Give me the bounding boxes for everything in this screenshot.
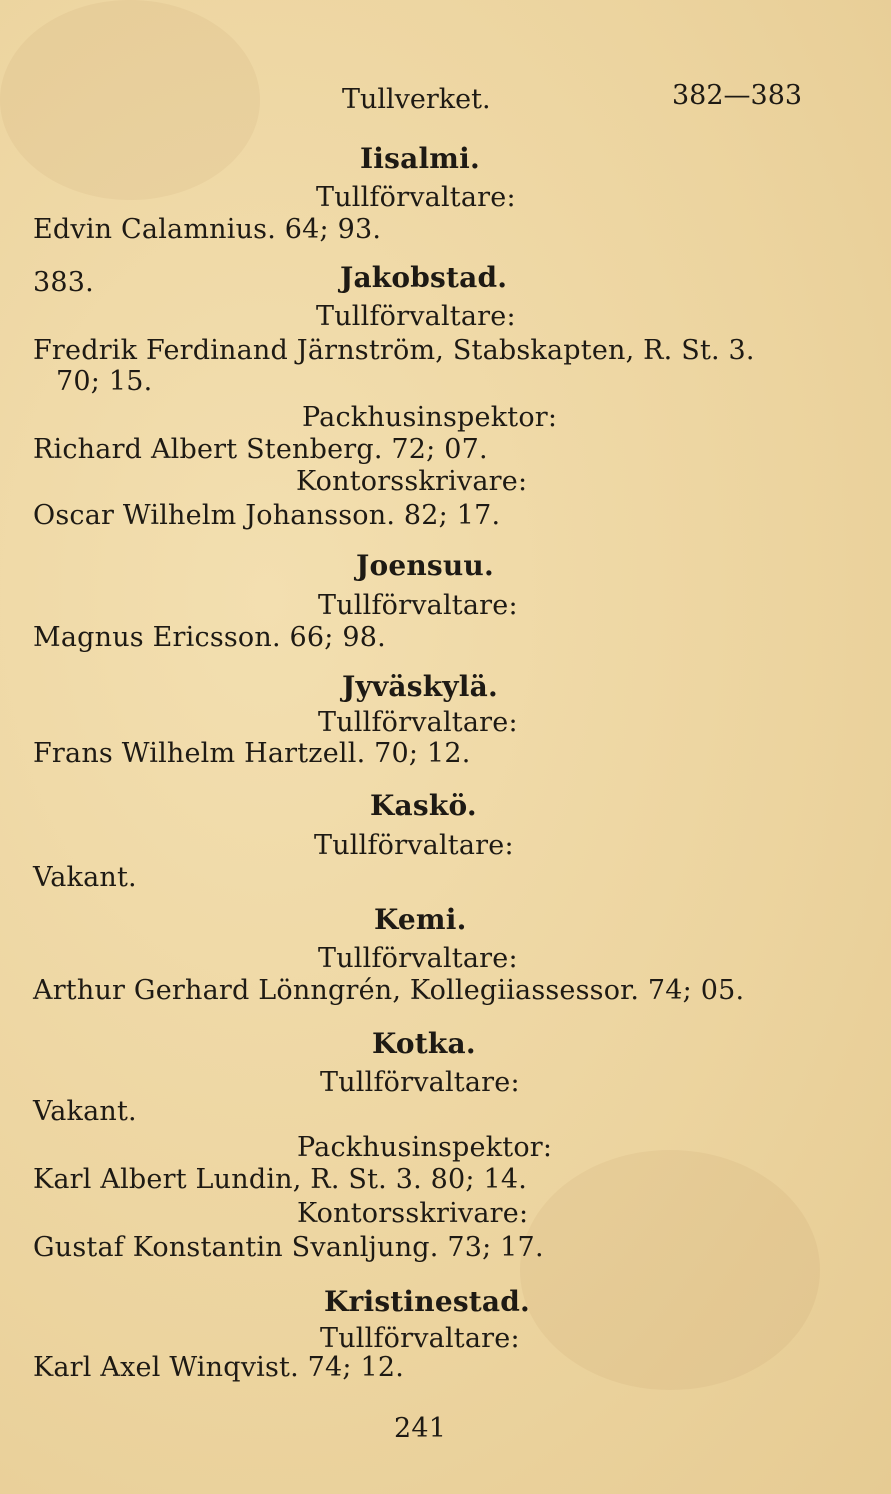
entry-line: Oscar Wilhelm Johansson. 82; 17. — [33, 500, 501, 531]
page-number: 241 — [394, 1413, 447, 1444]
role-title: Tullförvaltare: — [318, 707, 518, 738]
place-heading-kasko: Kaskö. — [370, 789, 477, 822]
entry-line: Arthur Gerhard Lönngrén, Kollegiiassessor. 74; 05. — [33, 975, 745, 1006]
entry-line: Vakant. — [33, 1096, 137, 1127]
place-heading-kristinestad: Kristinestad. — [324, 1285, 530, 1318]
entry-line: Frans Wilhelm Hartzell. 70; 12. — [33, 738, 471, 769]
place-heading-jakobstad: Jakobstad. — [340, 261, 508, 294]
role-title: Kontorsskrivare: — [297, 1198, 529, 1229]
entry-line: Magnus Ericsson. 66; 98. — [33, 622, 386, 653]
entry-line: Fredrik Ferdinand Järnström, Stabskapten, R. St. 3. — [33, 335, 755, 366]
role-title: Tullförvaltare: — [318, 943, 518, 974]
place-heading-joensuu: Joensuu. — [356, 549, 494, 582]
place-heading-kemi: Kemi. — [374, 903, 467, 936]
role-title: Tullförvaltare: — [318, 590, 518, 621]
role-title: Tullförvaltare: — [316, 182, 516, 213]
page-range: 382—383 — [672, 80, 803, 111]
entry-line: 70; 15. — [56, 366, 153, 397]
role-title: Tullförvaltare: — [320, 1067, 520, 1098]
margin-note: 383. — [33, 267, 94, 298]
role-title: Tullförvaltare: — [320, 1323, 520, 1354]
role-title: Kontorsskrivare: — [296, 466, 528, 497]
running-title: Tullverket. — [342, 84, 491, 115]
place-heading-iisalmi: Iisalmi. — [360, 142, 480, 175]
entry-line: Richard Albert Stenberg. 72; 07. — [33, 434, 488, 465]
place-heading-kotka: Kotka. — [372, 1027, 476, 1060]
role-title: Packhusinspektor: — [302, 402, 558, 433]
place-heading-jyvaskyla: Jyväskylä. — [342, 670, 498, 703]
entry-line: Gustaf Konstantin Svanljung. 73; 17. — [33, 1232, 544, 1263]
entry-line: Vakant. — [33, 862, 137, 893]
role-title: Packhusinspektor: — [297, 1132, 553, 1163]
entry-line: Edvin Calamnius. 64; 93. — [33, 214, 382, 245]
entry-line: Karl Axel Winqvist. 74; 12. — [33, 1352, 405, 1383]
role-title: Tullförvaltare: — [314, 830, 514, 861]
entry-line: Karl Albert Lundin, R. St. 3. 80; 14. — [33, 1164, 528, 1195]
role-title: Tullförvaltare: — [316, 301, 516, 332]
